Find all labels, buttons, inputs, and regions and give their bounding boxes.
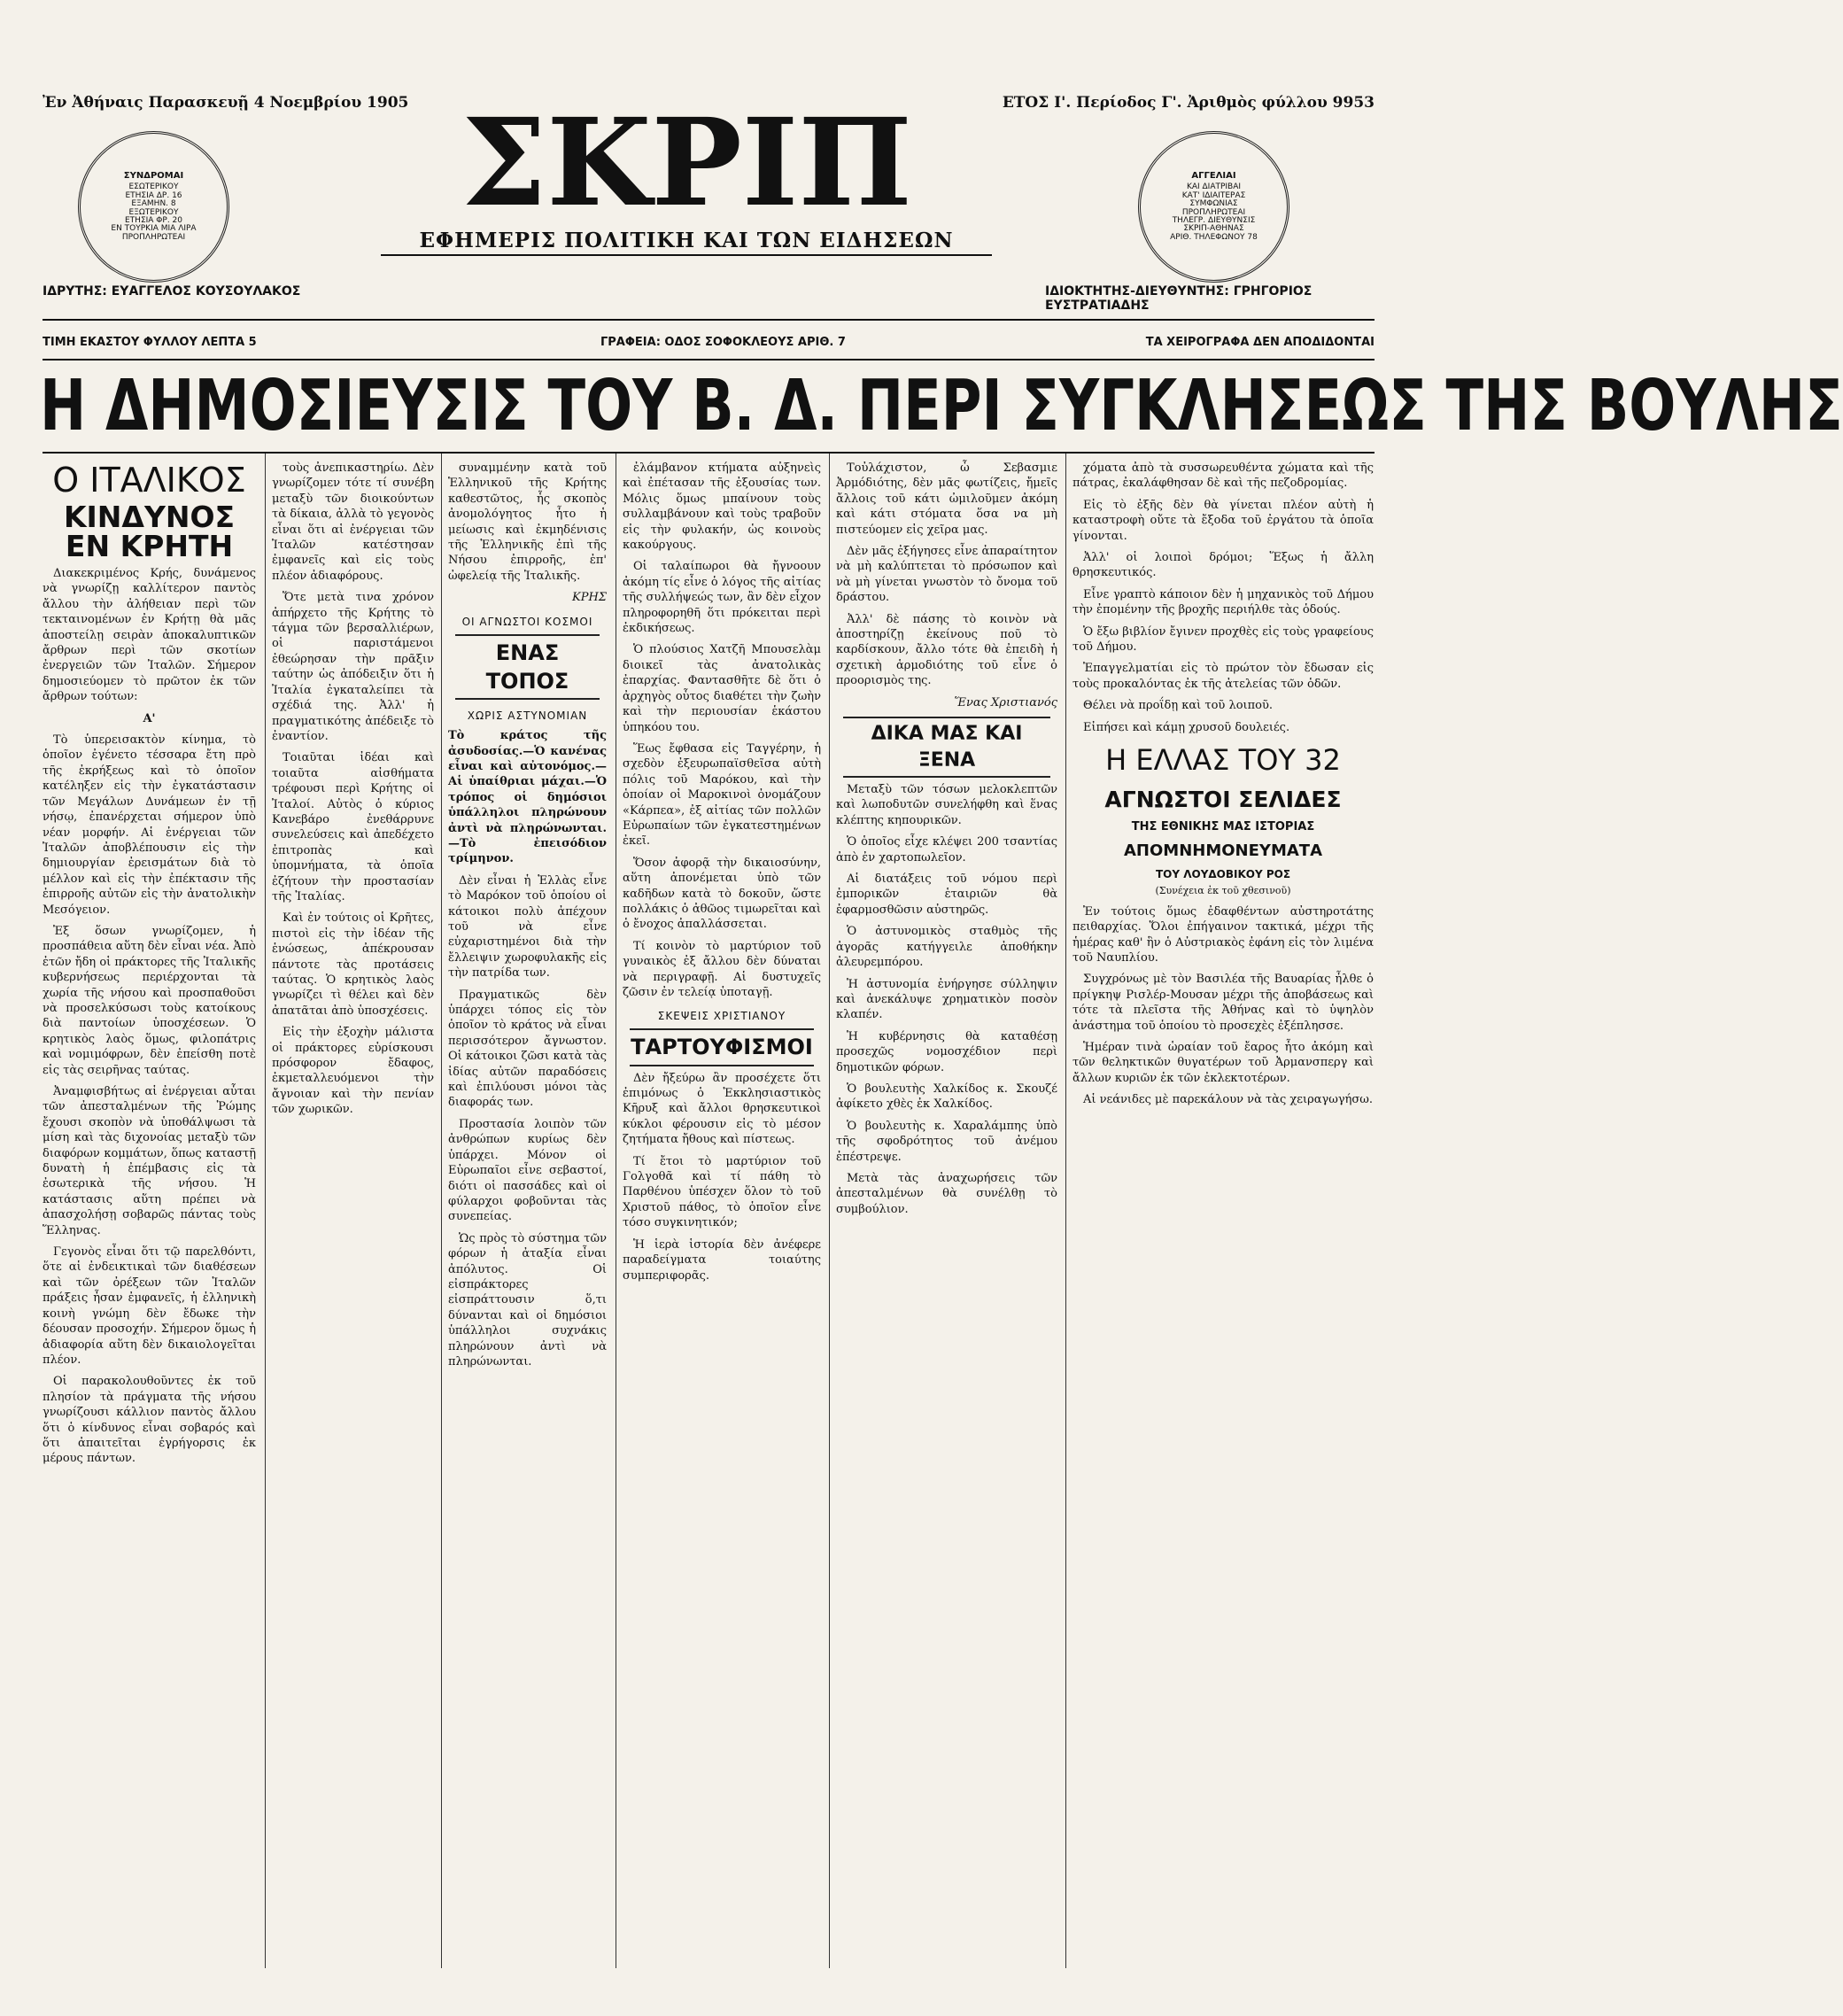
- box-line: ΕΤΗΣΙΑ ΔΡ. 16: [125, 190, 182, 200]
- series-memoirs-title: ΑΠΟΜΝΗΜΟΝΕΥΜΑΤΑ: [1124, 841, 1322, 860]
- article-paragraph: Εἶνε γραπτὸ κάποιον δὲν ἡ μηχανικὸς τοῦ Δήμου τὴν ἐπομένην τῆς βροχῆς περιήλθε τὰς ὁδούς.: [1073, 587, 1374, 617]
- series-title: ΑΓΝΩΣΤΟΙ ΣΕΛΙΔΕΣ: [1104, 786, 1342, 812]
- article-paragraph: Ἐν τούτοις ὅμως ἐδαφθέντων αὐστηροτάτης πειθαρχίας. Ὅλοι ἐπήγαινον τακτικά, μέχρι τῆς ἡμέρας καθ' ἣν ὁ Αὐστριακὸς ἐφάνη εἰς τὸν λιμένα τοῦ Ναυπλίου.: [1073, 904, 1374, 965]
- date-line: Ἐν Ἀθήναις Παρασκευῇ 4 Νοεμβρίου 1905: [43, 94, 409, 112]
- news-item: Ὁ βουλευτὴς Χαλκίδος κ. Σκουζέ ἀφίκετο χθὲς ἐκ Χαλκίδος.: [836, 1082, 1057, 1112]
- article-column-2: [272, 461, 434, 1968]
- article-paragraph: Ὁ ἔξω βιβλίον ἔγινεν προχθὲς εἰς τοὺς γραφείους τοῦ Δήμου.: [1073, 624, 1374, 655]
- box-line: ΠΡΟΠΛΗΡΩΤΕΑΙ: [121, 232, 186, 242]
- article-paragraph: Καὶ ἐν τούτοις οἱ Κρῆτες, πιστοὶ εἰς τὴν ἰδέαν τῆς ἑνώσεως, ἀπέκρουσαν πάντοτε τὰς προτάσεις ταύτας. Ὁ κρητικὸς λαὸς γνωρίζει τὶ θέλει καὶ δὲν ἀπατᾶται ἀπὸ ὑποσχέσεις.: [272, 911, 434, 1018]
- article-paragraph: Οἱ παρακολουθοῦντες ἐκ τοῦ πλησίον τὰ πράγματα τῆς νήσου γνωρίζουσι κάλλιον παντὸς ἄλλου ὅτι ὁ κίνδυνος εἶναι σοβαρός καὶ ὅτι ἀπαιτεῖται ἐγρήγορσις ἐκ μέρους πάντων.: [43, 1375, 256, 1466]
- advertising-title: ΑΓΓΕΛΙΑΙ: [1191, 170, 1236, 181]
- article-paragraph: Προστασία λοιπὸν τῶν ἀνθρώπων κυρίως δὲν ὑπάρχει. Μόνον οἱ Εὐρωπαῖοι εἶνε σεβαστοί, διότι οἱ πασσάδες καὶ οἱ φύλαρχοι φοβοῦνται τὰς συνεπείας.: [448, 1117, 607, 1224]
- issue-line: ΕΤΟΣ Ι'. Περίοδος Γ'. Ἀριθμὸς φύλλου 9953: [1002, 94, 1375, 112]
- subscription-box: [78, 131, 229, 283]
- feature-title: ΕΝΑΣ ΤΟΠΟΣ: [455, 634, 600, 700]
- continuation-note: (Συνέχεια ἐκ τοῦ χθεσινοῦ): [1155, 885, 1291, 897]
- article-paragraph: Ὅσον ἀφορᾷ τὴν δικαιοσύνην, αὕτη ἀπονέμεται ὑπὸ τῶν καδῆδων κατὰ τὸ δοκοῦν, ὥστε πολλάκις ὁ ἀθῶος τιμωρεῖται καὶ ὁ ἔνοχος ἀπαλλάσσεται.: [623, 856, 821, 932]
- news-item: Μεταξὺ τῶν τόσων μελοκλεπτῶν καὶ λωποδυτῶν συνελήφθη καὶ ἕνας κλέπτης κηπουρικῶν.: [836, 783, 1057, 827]
- box-line: ΕΤΗΣΙΑ ΦΡ. 20: [125, 215, 182, 225]
- box-line: ΕΣΩΤΕΡΙΚΟΥ: [128, 182, 179, 192]
- article-paragraph: χόματα ἀπὸ τὰ συσσωρευθέντα χώματα καὶ τῆς πάτρας, ἐκαλάφθησαν δὲ καὶ τῆς πεζοδρομίας.: [1073, 461, 1374, 491]
- subscription-title: ΣΥΝΔΡΟΜΑΙ: [123, 170, 184, 181]
- article-paragraph: Ὁ πλούσιος Χατζῆ Μπουσελὰμ διοικεῖ τὰς ἀνατολικὰς ἐπαρχίας. Φαντασθῆτε δὲ ὅτι ὁ ἀρχηγὸς οὗτος διαθέτει τὴν ζωὴν καὶ τὴν περιουσίαν ἑκάστου ὑπηκόου του.: [623, 643, 821, 734]
- article-paragraph: Εἰς τὸ ἐξῆς δὲν θὰ γίνεται πλέον αὐτὴ ἡ καταστροφὴ οὔτε τὰ ἔξοδα τοῦ ἐργάτου τὰ ὁποῖα γίνονται.: [1073, 498, 1374, 543]
- news-item: Αἱ διατάξεις τοῦ νόμου περὶ ἐμπορικῶν ἑταιριῶν θὰ ἐφαρμοσθῶσιν αὐστηρῶς.: [836, 872, 1057, 917]
- box-line: ΣΚΡΙΠ-ΑΘΗΝΑΣ: [1183, 224, 1244, 234]
- article-paragraph: Ἡμέραν τινὰ ὡραίαν τοῦ ἔαρος ἦτο ἀκόμη καὶ τῶν θεληκτικῶν θυγατέρων τοῦ Ἀρμανσπεργ καὶ ἄλλων κυριῶν ἐκ τῶν ἐκλεκτοτέρων.: [1073, 1041, 1374, 1085]
- article-paragraph: Εἰς τὴν ἐξοχὴν μάλιστα οἱ πράκτορες εὑρίσκουσι πρόσφορον ἔδαφος, ἐκμεταλλευόμενοι τὴν ἄγνοιαν καὶ τὴν πενίαν τῶν χωρικῶν.: [272, 1026, 434, 1117]
- header-divider: [43, 319, 1375, 321]
- feature-title: ΤΑΡΤΟΥΦΙΣΜΟΙ: [630, 1028, 814, 1066]
- feature-subtitle: ΧΩΡΙΣ ΑΣΤΥΝΟΜΙΑΝ: [467, 709, 588, 723]
- office-line: ΓΡΑΦΕΙΑ: ΟΔΟΣ ΣΟΦΟΚΛΕΟΥΣ ΑΡΙΘ. 7: [600, 336, 846, 349]
- news-item: Ἡ κυβέρνησις θὰ καταθέσῃ προσεχῶς νομοσχέδιον περὶ δημοτικῶν φόρων.: [836, 1029, 1057, 1074]
- article-paragraph: Ἐπαγγελματίαι εἰς τὸ πρώτον τὸν ἔδωσαν εἰς τοὺς προκαλόντας ἐκ τῆς ἀτελείας τῶν ὁδῶν.: [1073, 662, 1374, 691]
- summary-lead: Τὸ κράτος τῆς ἀσυδοσίας.—Ὁ κανένας εἶναι καὶ αὐτονόμος.—Αἱ ὑπαίθριαι μάχαι.—Ὁ τρόπος οἱ δημόσιοι ὑπάλληλοι πληρώνουν ἀντὶ νὰ πληρώνωνται.—Τὸ ἐπεισόδιον τρίμηνον.: [448, 729, 607, 866]
- box-line: ΕΝ ΤΟΥΡΚΙΑ ΜΙΑ ΛΙΡΑ: [111, 224, 197, 234]
- masthead: ΣΚΡΙΠ: [461, 92, 912, 234]
- article-column-3: [448, 461, 607, 1968]
- box-line: ΠΡΟΠΛΗΡΩΤΕΑΙ: [1181, 207, 1246, 217]
- price-line: ΤΙΜΗ ΕΚΑΣΤΟΥ ΦΥΛΛΟΥ ΛΕΠΤΑ 5: [43, 336, 257, 349]
- article-paragraph: ἐλάμβανον κτήματα αὐξηνεὶς καὶ ἐπέτασαν τῆς ἐξουσίας των. Μόλις ὅμως μπαίνουν τοὺς συλλαμβάνουν καὶ τοὺς τραβοῦν εἰς τὴν φυλακήν, ὡς κοινοὺς κακούργους.: [623, 461, 821, 553]
- series-kicker: Η ΕΛΛΑΣ ΤΟΥ 32: [1105, 743, 1341, 778]
- box-line: ΤΗΛΕΓΡ. ΔΙΕΥΘΥΝΣΙΣ: [1172, 215, 1256, 225]
- box-line: ΣΥΜΦΩΝΙΑΣ: [1189, 199, 1238, 209]
- news-item: Ὁ ἀστυνομικὸς σταθμὸς τῆς ἀγορᾶς κατήγγειλε ἀποθήκην ἀλευρεμπόρου.: [836, 925, 1057, 970]
- owner-line: ΙΔΙΟΚΤΗΤΗΣ-ΔΙΕΥΘΥΝΤΗΣ: ΓΡΗΓΟΡΙΟΣ ΕΥΣΤΡΑΤΙΑΔΗΣ: [1045, 284, 1313, 313]
- box-line: ΕΞΩΤΕΡΙΚΟΥ: [128, 207, 179, 217]
- news-column-title: ΔΙΚΑ ΜΑΣ ΚΑΙ ΞΕΝΑ: [843, 717, 1050, 778]
- founder-line: ΙΔΡΥΤΗΣ: ΕΥΑΓΓΕΛΟΣ ΚΟΥΣΟΥΛΑΚΟΣ: [43, 284, 301, 299]
- news-item: Μετὰ τὰς ἀναχωρήσεις τῶν ἀπεσταλμένων θὰ συνέλθῃ τὸ συμβούλιον.: [836, 1171, 1057, 1216]
- column-rule: [441, 454, 442, 1968]
- headline-top-rule: [43, 359, 1375, 361]
- article-marker: Α': [143, 711, 156, 725]
- main-headline: Η ΔΗΜΟΣΙΕΥΣΙΣ ΤΟΥ Β. Δ. ΠΕΡΙ ΣΥΓΚΛΗΣΕΩΣ ΤΗΣ ΒΟΥΛΗΣ: [40, 365, 1843, 446]
- box-line: ΑΡΙΘ. ΤΗΛΕΦΩΝΟΥ 78: [1170, 232, 1258, 242]
- article-column-4: [623, 461, 821, 1968]
- article-paragraph: Ἐξ ὅσων γνωρίζομεν, ἡ προσπάθεια αὕτη δὲν εἶναι νέα. Ἀπὸ ἐτῶν ἤδη οἱ πράκτορες τῆς Ἰταλικῆς κυβερνήσεως περιέρχονται τὰ χωρία τῆς νήσου καὶ προσπαθοῦσι νὰ προσελκύσωσι τοὺς κατοίκους διὰ παντοίων ὑποσχέσεων. Ὁ κρητικὸς λαὸς ὅμως, φιλοπάτρις καὶ νομιμόφρων, δὲν ἐπείσθη ποτὲ εἰς τὰς σειρῆνας ταύτας.: [43, 924, 256, 1077]
- article-paragraph: Αἱ νεάνιδες μὲ παρεκάλουν νὰ τὰς χειραγωγήσω.: [1083, 1093, 1374, 1107]
- article-paragraph: Δὲν ἤξεύρω ἂν προσέχετε ὅτι ἐπιμόνως ὁ Ἐκκλησιαστικὸς Κῆρυξ καὶ ἄλλοι θρησκευτικοὶ κύκλοι φέρουσιν εἰς τὸ μέσον ζητήματα ἤθους καὶ πίστεως.: [623, 1071, 821, 1147]
- notice-line: ΤΑ ΧΕΙΡΟΓΡΑΦΑ ΔΕΝ ΑΠΟΔΙΔΟΝΤΑΙ: [1145, 336, 1375, 349]
- signature: ΚΡΗΣ: [572, 591, 607, 605]
- body-top-rule: [43, 452, 1375, 454]
- series-subtitle: ΤΗΣ ΕΘΝΙΚΗΣ ΜΑΣ ΙΣΤΟΡΙΑΣ: [1131, 820, 1315, 834]
- box-line: ΚΑΤ' ΙΔΙΑΙΤΕΡΑΣ: [1181, 190, 1246, 200]
- article-paragraph: Συγχρόνως μὲ τὸν Βασιλέα τῆς Βαυαρίας ἦλθε ὁ πρίγκηψ Ρισλέρ-Μουσαν μέχρι τῆς ἀποβάσεως καὶ τότε τὰ πλεῖστα τῆς Ἀθήνας καὶ τὸ ὑψηλὸν ἀνάστημα τοῦ ὁποίου τὸ προσεχὲς ἐξέπλησσε.: [1073, 973, 1374, 1033]
- article-paragraph: Θέλει νὰ προΐδῃ καὶ τοῦ λοιποῦ.: [1083, 699, 1274, 713]
- article-paragraph: Τί κοινὸν τὸ μαρτύριον τοῦ γυναικὸς ἐξ ἄλλου δὲν δύναται νὰ περιγραφῇ. Αἱ δυστυχεῖς ζῶσιν ἐν τελείᾳ ὑποταγῇ.: [623, 939, 821, 999]
- article-column-6: [1073, 461, 1374, 1968]
- article-paragraph: Τὸ ὑπερεισακτὸν κίνημα, τὸ ὁποῖον ἐγένετο τέσσαρα ἔτη πρὸ τῆς ἐκρήξεως καὶ τὸ ὁποῖον κατέληξεν εἰς τὴν ἐγκατάστασιν τῶν Μεγάλων Δυνάμεων ἐν τῇ νήσῳ, ἐπανέρχεται σήμερον ὑπὸ νέαν μορφήν. Αἱ ἐνέργειαι τῶν Ἰταλῶν ἀποβλέπουσιν εἰς τὴν δημιουργίαν ἐρεισμάτων διὰ τὸ μέλλον καὶ εἰς τὴν ἐπέκτασιν τῆς ἐπιρροῆς αὐτῶν εἰς τὴν ἀνατολικὴν Μεσόγειον.: [43, 733, 256, 917]
- column-rule: [829, 454, 830, 1968]
- article-paragraph: συναμμένην κατὰ τοῦ Ἑλληνικοῦ τῆς Κρήτης καθεστῶτος, ἧς σκοπὸς ἀνομολόγητος ἦτο ἡ μείωσις καὶ ἐκμηδένισις τῆς Ἑλληνικῆς ἐπὶ τῆς Νήσου ἐπιρροῆς, ἐπ' ὠφελείᾳ τῆς Ἰταλικῆς.: [448, 461, 607, 583]
- article-paragraph: Δὲν εἶναι ἡ Ἑλλὰς εἶνε τὸ Μαρόκον τοῦ ὁποίου οἱ κάτοικοι πολὺ ἀπέχουν τοῦ νὰ εἶνε εὐχαριστημένοι διὰ τὴν ἔλλειψιν χωροφυλακῆς εἰς τὴν πατρίδα των.: [448, 873, 607, 981]
- article-lead: Διακεκριμένος Κρής, δυνάμενος νὰ γνωρίζῃ καλλίτερον παντὸς ἄλλου τὴν ἀλήθειαν περὶ τῶν τεκταινομένων ἐν Κρήτῃ θὰ μᾶς ἀποστείλῃ σειρὰν ἀποκαλυπτικῶν ἄρθρων περὶ τῶν σκοτίων ἐνεργειῶν τῶν Ἰταλῶν. Σήμερον δημοσιεύομεν τὸ πρῶτον ἐκ τῶν ἄρθρων τούτων:: [43, 567, 256, 704]
- article-paragraph: Οἱ ταλαίπωροι θὰ ἤγνοουν ἀκόμη τίς εἶνε ὁ λόγος τῆς αἰτίας τῆς συλλήψεώς των, ἂν δὲν εἶχον πληροφορηθῆ ὅτι πρόκειται περὶ ἐκδικήσεως.: [623, 560, 821, 636]
- article-column-5: [836, 461, 1057, 1968]
- article-paragraph: Ἀλλ' οἱ λοιποὶ δρόμοι; Ἕξως ἡ ἄλλη θρησκευτικός.: [1073, 551, 1374, 580]
- advertising-box: [1138, 131, 1289, 283]
- article-paragraph: Ἀναμφισβήτως αἱ ἐνέργειαι αὗται τῶν ἀπεσταλμένων τῆς Ῥώμης ἔχουσι σκοπὸν νὰ ὑποθάλψωσι τὰ μίση καὶ τὰς διχονοίας μεταξὺ τῶν διαφόρων κομμάτων, ὅπως καταστῇ δυνατὴ ἡ ἐπέμβασις εἰς τὰ ἐσωτερικὰ τῆς νήσου. Ἡ κατάστασις αὕτη πρέπει νὰ ἀπασχολήσῃ σοβαρῶς πάντας τοὺς Ἕλληνας.: [43, 1085, 256, 1237]
- article-paragraph: Εἰπήσει καὶ κάμῃ χρυσοῦ δουλειές.: [1083, 720, 1290, 734]
- news-item: Ἡ ἀστυνομία ἐνήργησε σύλληψιν καὶ ἀνεκάλυψε χρηματικὸν ποσὸν κλαπέν.: [836, 977, 1057, 1022]
- article-paragraph: Δὲν μᾶς ἐξήγησες εἶνε ἀπαραίτητον νὰ μὴ καλύπτεται τὸ πρόσωπον καὶ νὰ μὴ γίνεται γνωστὸν τὸ ὄνομα τοῦ δράστου.: [836, 545, 1057, 605]
- article-paragraph: Τοὐλάχιστον, ὦ Σεβασμιε Ἀρμόδιότης, δὲν μᾶς φωτίζεις, ἤμεῖς ἄλλοις τοῦ κάτι ὠμιλοῦμεν ἀκόμη καὶ κάτι στόματα ὅσα να μὴ πιστεύομεν εἰς χεῖρα μας.: [836, 461, 1057, 537]
- masthead-subtitle: ΕΦΗΜΕΡΙΣ ΠΟΛΙΤΙΚΗ ΚΑΙ ΤΩΝ ΕΙΔΗΣΕΩΝ: [381, 229, 992, 256]
- box-line: ΚΑΙ ΔΙΑΤΡΙΒΑΙ: [1186, 182, 1242, 192]
- section-title: ΟΙ ΑΓΝΩΣΤΟΙ ΚΟΣΜΟΙ: [461, 615, 593, 628]
- column-rule: [265, 454, 266, 1968]
- article-column-1: [43, 461, 256, 1968]
- article-title: ΚΙΝΔΥΝΟΣ ΕΝ ΚΡΗΤΗ: [63, 500, 236, 563]
- series-author: ΤΟΥ ΛΟΥΔΟΒΙΚΟΥ ΡΟΣ: [1155, 867, 1291, 880]
- article-paragraph: Τί ἔτοι τὸ μαρτύριον τοῦ Γολγοθᾶ καὶ τί πάθη τὸ Παρθένου ὑπέσχεν ὅλον τὸ τοῦ Χριστοῦ πάθος, τὸ ὁποῖον εἶνε τόσο συγκινητικόν;: [623, 1154, 821, 1230]
- article-paragraph: Ἀλλ' δὲ πάσης τὸ κοινὸν νὰ ἀποστηρίζῃ ἐκείνους ποῦ τὸ καρδίσκουν, ἄλλο τότε θὰ ἐπειδὴ ἡ σχετικὴ ἁρμοδιότης τοῦ εἶνε ὁ προορισμὸς της.: [836, 612, 1057, 688]
- article-paragraph: Ἕως ἔφθασα εἰς Ταγγέρην, ἡ σχεδὸν ἐξευρωπαϊσθεῖσα αὐτὴ πόλις τοῦ Μαρόκου, καὶ τὴν ὁποίαν οἱ Μαροκινοὶ ὀνομάζουν «Κάρπεα», ἐξ αἰτίας τῶν πολλῶν Εὐρωπαίων τῶν ἐγκατεστημένων ἐκεῖ.: [623, 741, 821, 849]
- article-kicker: Ο ΙΤΑΛΙΚΟΣ: [52, 461, 246, 500]
- article-paragraph: τοὺς ἀνεπικαστηρίω. Δὲν γνωρίζομεν τότε τί συνέβη μεταξὺ τῶν διοικούντων τὰ δίκαια, ἀλλὰ τὸ γεγονὸς εἶναι ὅτι αἱ ἐνέργειαι τῶν Ἰταλῶν κατέστησαν ἐμφανεῖς καὶ εἰς τοὺς πλέον ἀδιαφόρους.: [272, 461, 434, 583]
- news-item: Ὁ βουλευτὴς κ. Χαραλάμπης ὑπὸ τῆς σφοδρότητος τοῦ ἀνέμου ἐπέστρεψε.: [836, 1119, 1057, 1164]
- article-paragraph: Ὅτε μετὰ τινα χρόνον ἀπήρχετο τῆς Κρήτης τὸ τάγμα τῶν βερσαλλιέρων, οἱ παριστάμενοι ἐθεώρησαν τὴν πρᾶξιν ταύτην ὡς ἀπόδειξιν ὅτι ἡ Ἰταλία ἐγκαταλείπει τὰ σχέδιά της. Ἀλλ' ἡ πραγματικότης ἀπέδειξε τὸ ἐναντίον.: [272, 591, 434, 743]
- article-paragraph: Ἡ ἱερὰ ἱστορία δὲν ἀνέφερε παραδείγματα τοιαύτης συμπεριφορᾶς.: [623, 1237, 821, 1283]
- column-rule: [1065, 454, 1066, 1968]
- box-line: ΕΞΑΜΗΝ. 8: [131, 199, 176, 209]
- article-paragraph: Τοιαῦται ἰδέαι καὶ τοιαῦτα αἰσθήματα τρέφουσι περὶ Κρήτης οἱ Ἰταλοί. Αὐτὸς ὁ κύριος Κανεβάρο ἐνεθάρρυνε συνελεύσεις καὶ ἀπεδέχετο ἐπιτροπὰς καὶ ὑπομνήματα, τὰ ὁποῖα ἐζήτουν τὴν προστασίαν τῆς Ἰταλίας.: [272, 751, 434, 903]
- news-item: Ὁ ὁποῖος εἶχε κλέψει 200 τσαντίας ἀπὸ ἐν χαρτοπωλεῖον.: [836, 835, 1057, 865]
- section-title: ΣΚΕΨΕΙΣ ΧΡΙΣΤΙΑΝΟΥ: [657, 1010, 786, 1023]
- signature: Ἕνας Χριστιανός: [954, 695, 1057, 709]
- article-paragraph: Γεγονὸς εἶναι ὅτι τῷ παρελθόντι, ὅτε αἱ ἐνδεικτικαὶ τῶν διαθέσεων καὶ τῶν ὀρέξεων τῶν Ἰταλῶν πράξεις ἦσαν ἐμφανεῖς, ἡ ἐλληνικὴ κοινὴ γνώμη δὲν ἔδωκε τὴν δέουσαν προσοχήν. Σήμερον ὅμως ἡ ἀδιαφορία αὕτη δὲν δικαιολογεῖται πλέον.: [43, 1245, 256, 1367]
- info-bar: [43, 331, 1375, 356]
- article-paragraph: Πραγματικῶς δὲν ὑπάρχει τόπος εἰς τὸν ὁποῖον τὸ κράτος νὰ εἶναι περισσότερον ἄγνωστον. Οἱ κάτοικοι ζῶσι κατὰ τὰς ἰδίας αὐτῶν παραδόσεις καὶ ἐπιλύουσι μόνοι τὰς διαφοράς των.: [448, 988, 607, 1110]
- article-paragraph: Ὡς πρὸς τὸ σύστημα τῶν φόρων ἡ ἀταξία εἶναι ἀπόλυτος. Οἱ εἰσπράκτορες εἰσπράττουσιν ὅ,τι δύνανται καὶ οἱ δημόσιοι ὑπάλληλοι συχνάκις πληρώνουν ἀντὶ νὰ πληρώνωνται.: [448, 1231, 607, 1369]
